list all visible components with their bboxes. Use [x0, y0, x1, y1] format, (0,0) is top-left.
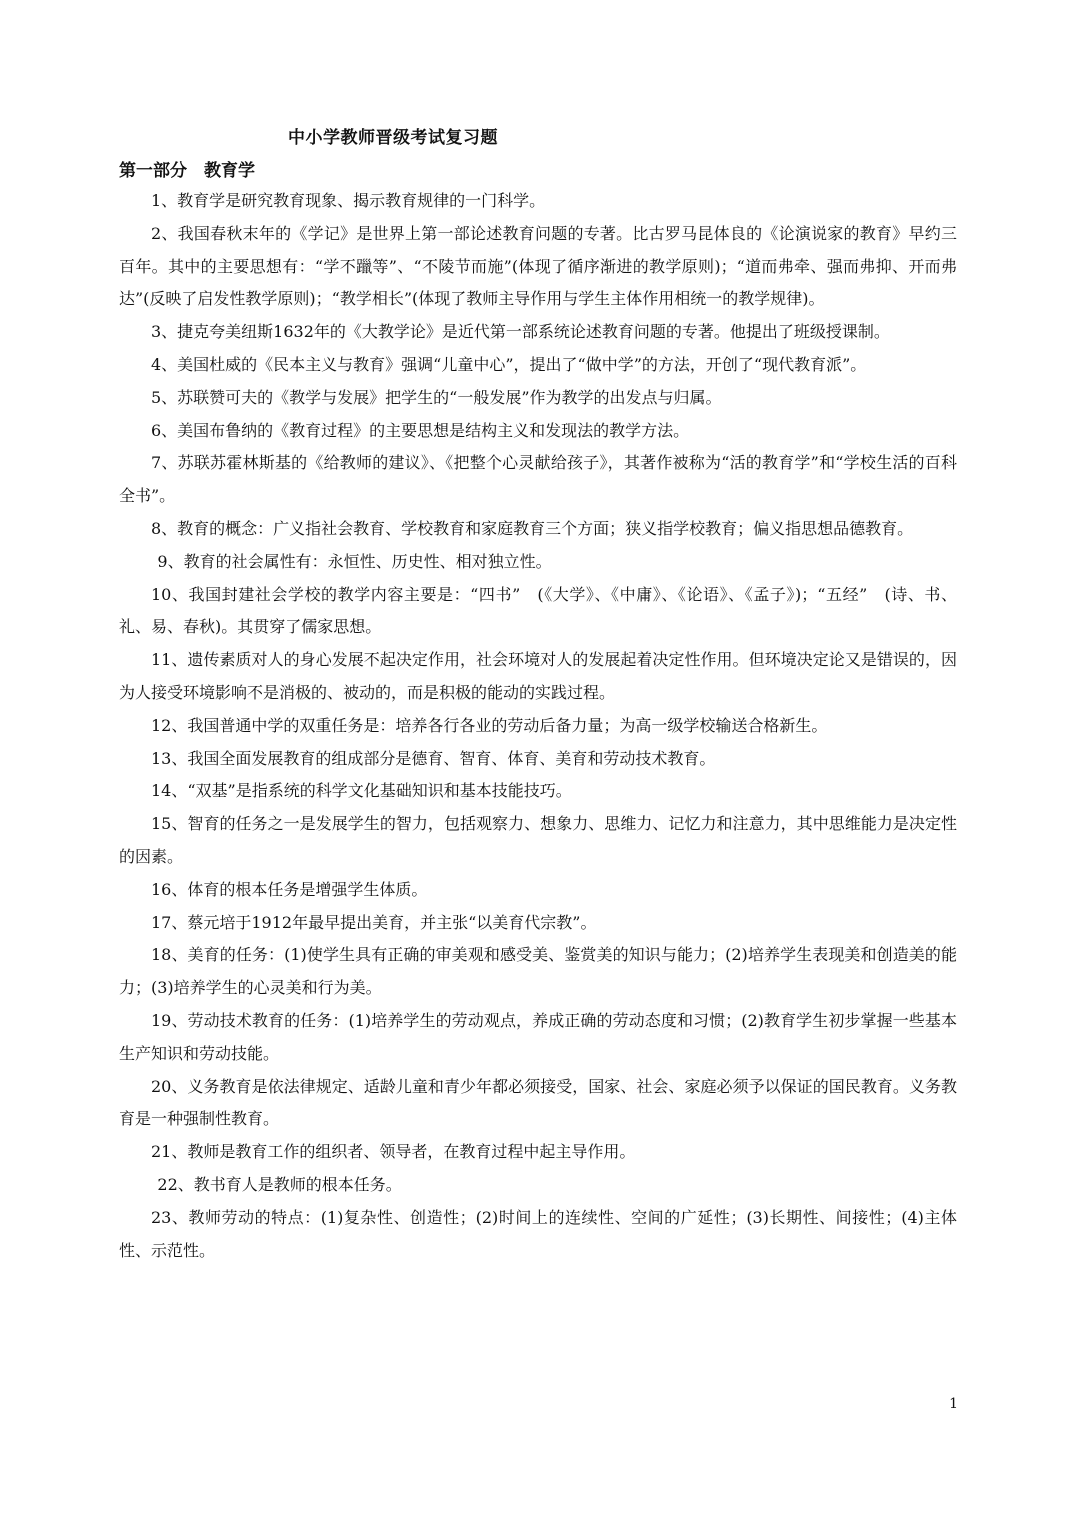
list-item: 5、苏联赞可夫的《教学与发展》把学生的“一般发展”作为教学的出发点与归属。 — [151, 387, 722, 407]
list-item: 19、劳动技术教育的任务：(1)培养学生的劳动观点，养成正确的劳动态度和习惯；(2)教育学生初步掌握一些基本生产知识和劳动技能。 — [119, 1010, 957, 1063]
list-item: 1、教育学是研究教育现象、揭示教育规律的一门科学。 — [151, 191, 546, 210]
list-item: 8、教育的概念：广义指社会教育、学校教育和家庭教育三个方面；狭义指学校教育；偏义指思想品德教育。 — [151, 518, 914, 538]
list-item: 7、苏联苏霍林斯基的《给教师的建议》、《把整个心灵献给孩子》，其著作被称为“活的教育学”和“学校生活的百科全书”。 — [119, 453, 957, 506]
list-item: 15、智育的任务之一是发展学生的智力，包括观察力、想象力、思维力、记忆力和注意力，其中思维能力是决定性的因素。 — [119, 814, 957, 866]
list-item: 18、美育的任务：(1)使学生具有正确的审美观和感受美、鉴赏美的知识与能力；(2)培养学生表现美和创造美的能力；(3)培养学生的心灵美和行为美。 — [119, 945, 957, 998]
page-number: 1 — [949, 1396, 958, 1412]
list-item: 21、教师是教育工作的组织者、领导者，在教育过程中起主导作用。 — [151, 1142, 636, 1162]
section-heading: 第一部分 教育学 — [119, 161, 255, 181]
list-item: 22、教书育人是教师的根本任务。 — [157, 1174, 402, 1194]
list-item: 17、蔡元培于1912年最早提出美育，并主张“以美育代宗教”。 — [151, 912, 597, 932]
list-item: 23、教师劳动的特点：(1)复杂性、创造性；(2)时间上的连续性、空间的广延性；(3)长期性、间接性；(4)主体性、示范性。 — [119, 1207, 957, 1260]
list-item: 13、我国全面发展教育的组成部分是德育、智育、体育、美育和劳动技术教育。 — [151, 748, 716, 768]
list-item: 4、美国杜威的《民本主义与教育》强调“儿童中心”，提出了“做中学”的方法，开创了“现代教育派”。 — [151, 354, 867, 374]
list-item: 12、我国普通中学的双重任务是：培养各行各业的劳动后备力量；为高一级学校输送合格新生。 — [151, 715, 828, 735]
list-item: 20、义务教育是依法律规定、适龄儿童和青少年都必须接受，国家、社会、家庭必须予以保证的国民教育。义务教育是一种强制性教育。 — [119, 1076, 957, 1129]
list-item: 14、“双基”是指系统的科学文化基础知识和基本技能技巧。 — [151, 781, 572, 801]
list-item: 10、我国封建社会学校的教学内容主要是：“四书” (《大学》、《中庸》、《论语》、《孟子》)；“五经” (诗、书、礼、易、春秋)。其贯穿了儒家思想。 — [119, 584, 957, 637]
list-item: 3、捷克夸美纽斯1632年的《大教学论》是近代第一部系统论述教育问题的专著。他提出了班级授课制。 — [151, 322, 890, 342]
list-item: 9、教育的社会属性有：永恒性、历史性、相对独立性。 — [157, 551, 552, 571]
question-list — [119, 185, 957, 1267]
list-item: 6、美国布鲁纳的《教育过程》的主要思想是结构主义和发现法的教学方法。 — [151, 420, 690, 440]
list-item: 11、遗传素质对人的身心发展不起决定作用，社会环境对人的发展起着决定性作用。但环境决定论又是错误的，因为人接受环境影响不是消极的、被动的，而是积极的能动的实践过程。 — [119, 650, 957, 702]
list-item: 2、我国春秋末年的《学记》是世界上第一部论述教育问题的专著。比古罗马昆体良的《论演说家的教育》早约三百年。其中的主要思想有：“学不躐等”、“不陵节而施”(体现了循序渐进的教学原则)；“道而弗牵、强而弗抑、开而弗达”(反映了启发性教学原则)；“教学相长”(体现了教师主导作用与学生主体作用相统一的教学规律)。 — [119, 223, 957, 309]
list-item: 16、体育的根本任务是增强学生体质。 — [151, 879, 428, 899]
document-title: 中小学教师晋级考试复习题 — [288, 128, 498, 148]
